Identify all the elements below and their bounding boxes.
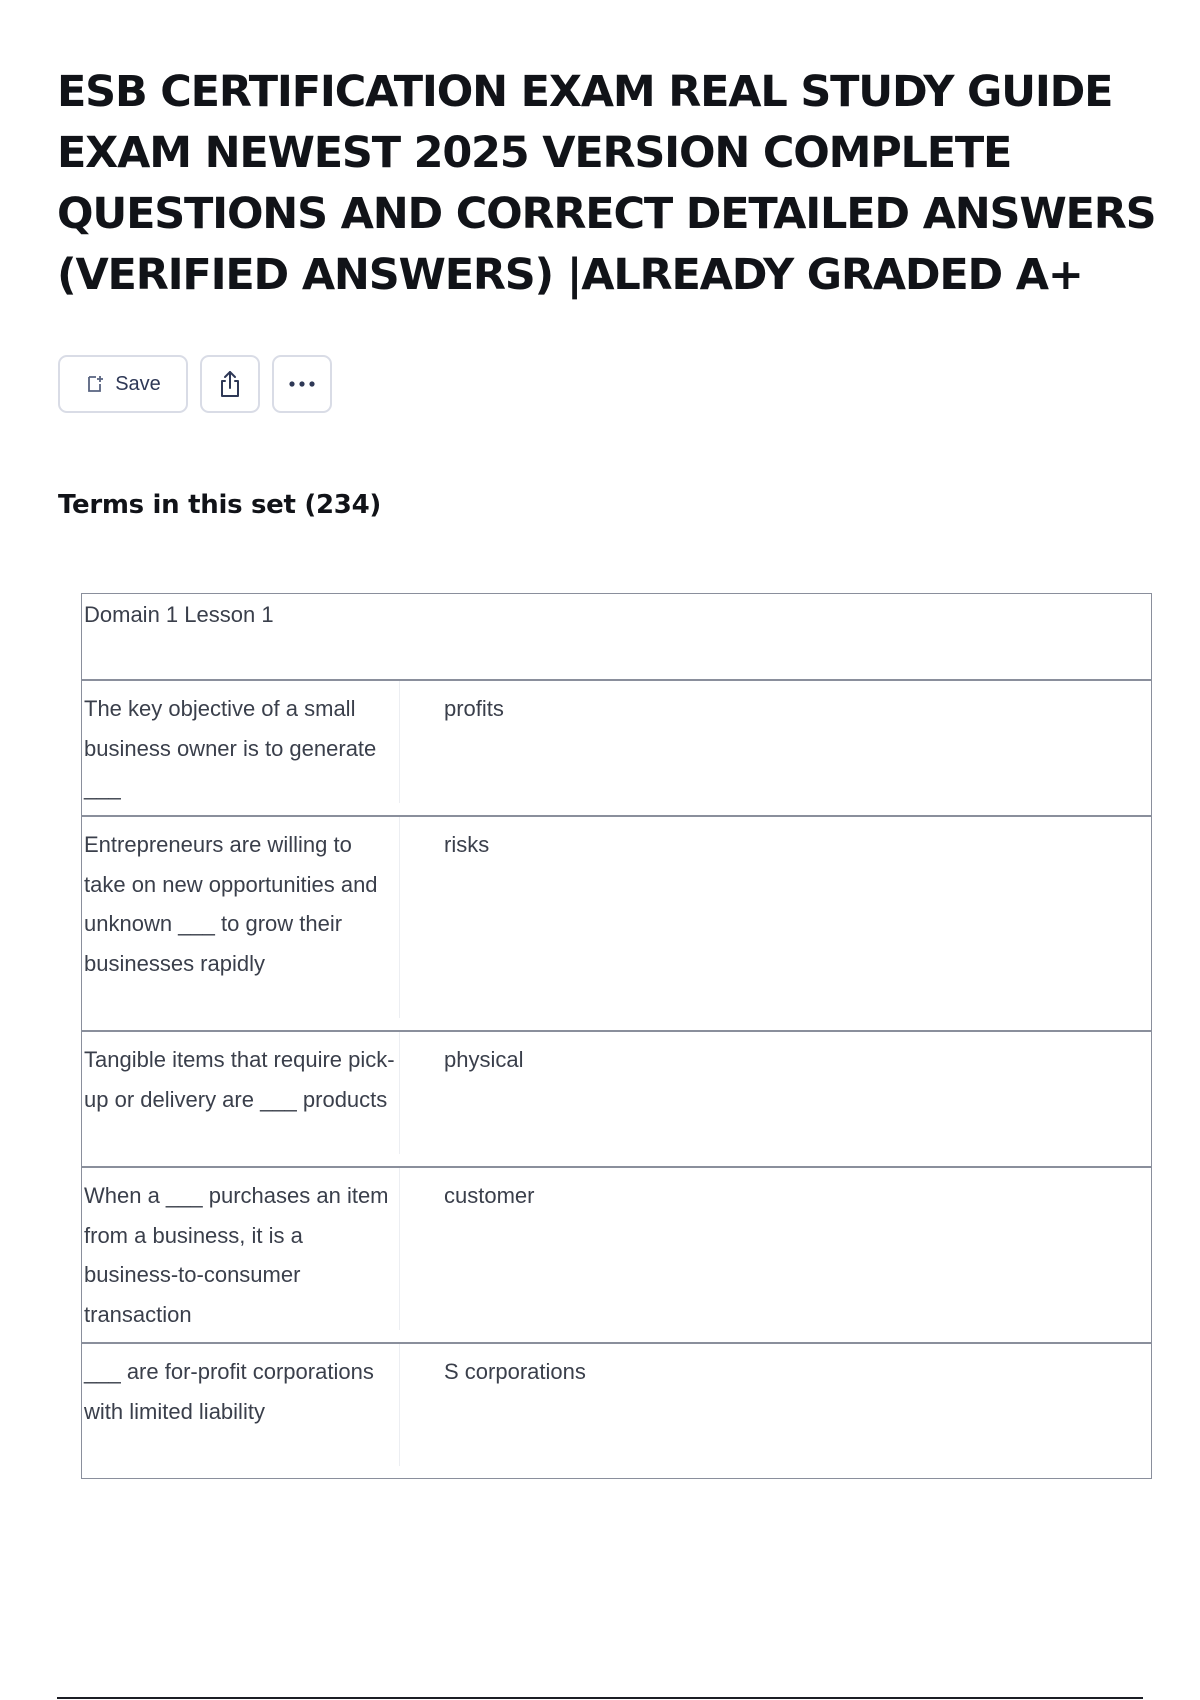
term-answer: customer [444, 1183, 535, 1208]
more-icon [288, 380, 316, 388]
save-icon [85, 374, 105, 394]
term-answer: physical [444, 1047, 524, 1072]
term-question: Entrepreneurs are willing to take on new opportunities and unknown ___ to grow their businesses rapidly [82, 817, 400, 1018]
term-row [82, 817, 1151, 1032]
action-toolbar [58, 355, 332, 413]
term-question: ___ are for-profit corporations with limited liability [82, 1344, 400, 1466]
term-answer: risks [444, 832, 490, 857]
title-line: QUESTIONS AND CORRECT DETAILED ANSWERS [57, 189, 1156, 239]
title-line: ESB CERTIFICATION EXAM REAL STUDY GUIDE [57, 67, 1113, 117]
terms-table [81, 593, 1152, 1479]
share-button[interactable] [200, 355, 260, 413]
save-button-label: Save [115, 372, 161, 395]
title-line: (VERIFIED ANSWERS) |ALREADY GRADED A+ [57, 250, 1083, 300]
term-answer: profits [444, 696, 504, 721]
document-title [57, 62, 1177, 306]
term-question: Tangible items that require pick-up or delivery are ___ products [82, 1032, 400, 1154]
domain-label: Domain 1 Lesson 1 [82, 594, 1151, 681]
term-row [82, 1344, 1151, 1478]
term-row [82, 1032, 1151, 1168]
title-line: EXAM NEWEST 2025 VERSION COMPLETE [57, 128, 1012, 178]
share-icon [216, 369, 244, 399]
save-button[interactable] [58, 355, 188, 413]
more-options-button[interactable] [272, 355, 332, 413]
term-question: The key objective of a small business owner is to generate ___ [82, 681, 400, 803]
terms-count-heading: Terms in this set (234) [58, 490, 381, 520]
term-row [82, 1168, 1151, 1344]
term-answer: S corporations [444, 1359, 586, 1384]
term-question: When a ___ purchases an item from a business, it is a business-to-consumer transaction [82, 1168, 400, 1330]
term-row [82, 681, 1151, 817]
page-divider [57, 1697, 1143, 1699]
